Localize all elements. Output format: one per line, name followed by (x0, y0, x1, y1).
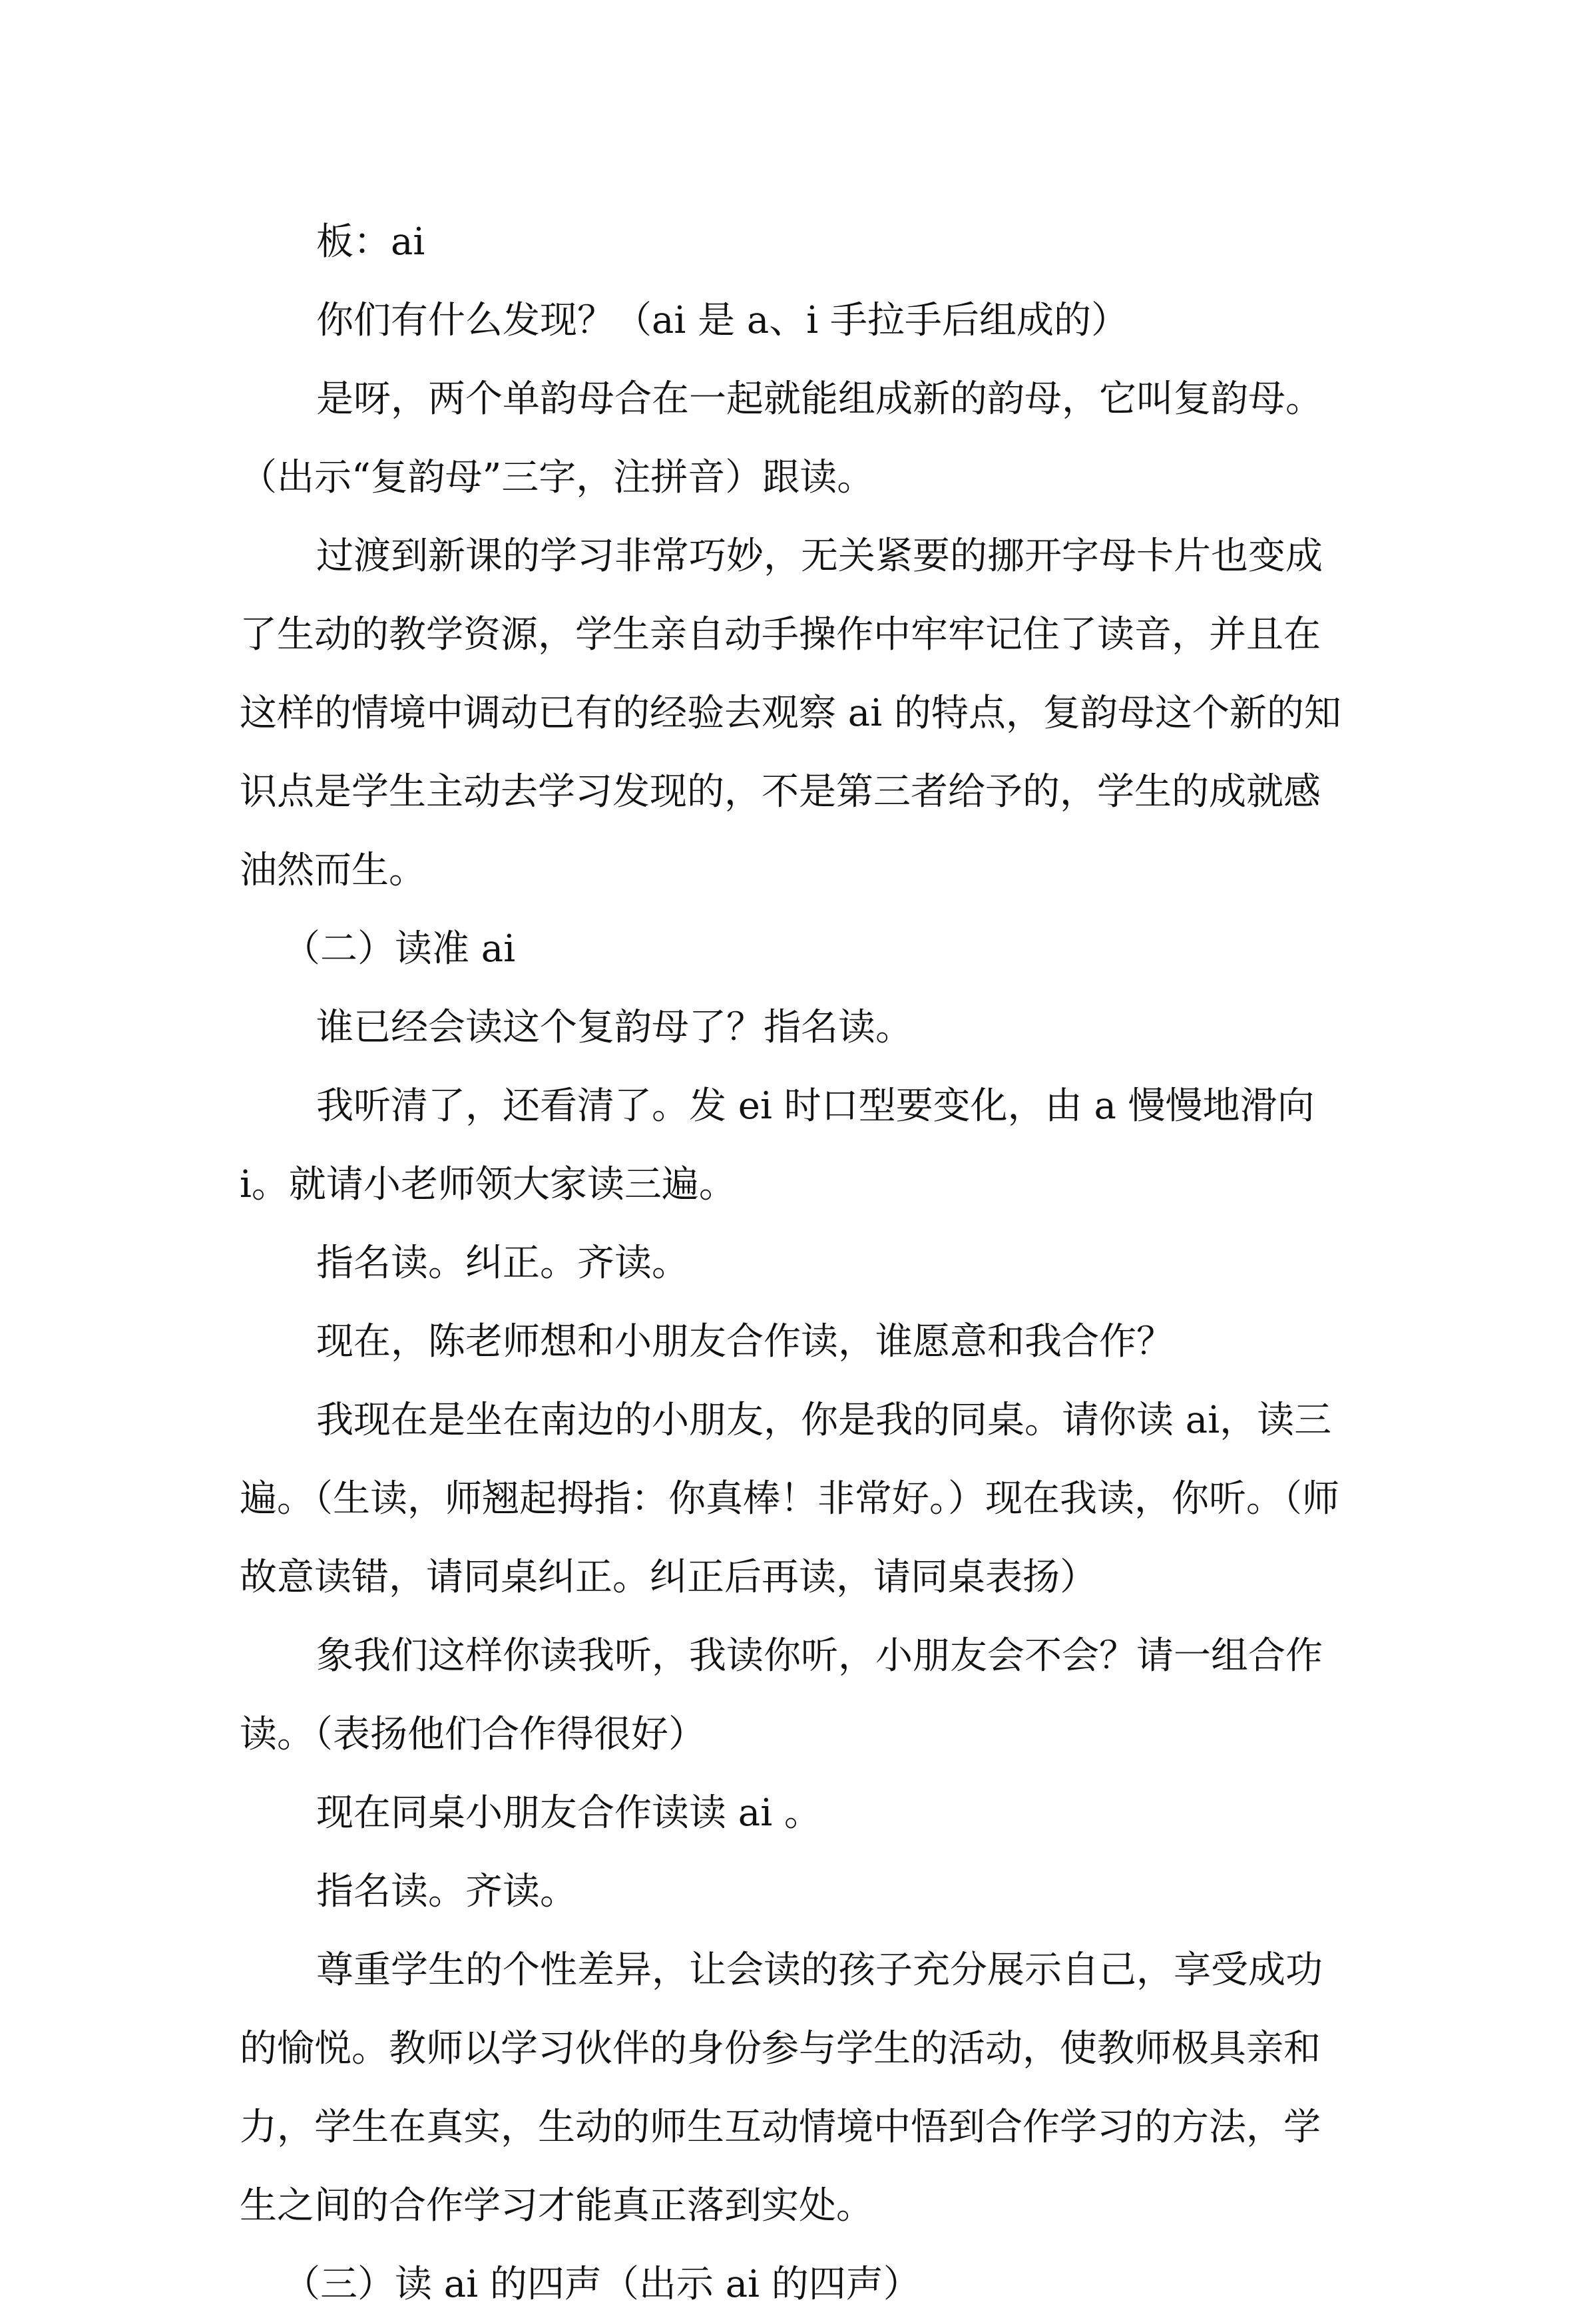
paragraph-line: 指名读。齐读。 (316, 1870, 577, 1913)
paragraph-line: 力，学生在真实，生动的师生互动情境中悟到合作学习的方法，学 (240, 2106, 1321, 2149)
paragraph-line: 的愉悦。教师以学习伙伴的身份参与学生的活动，使教师极具亲和 (240, 2027, 1321, 2070)
paragraph-line: 象我们这样你读我听，我读你听，小朋友会不会？请一组合作 (316, 1634, 1323, 1678)
paragraph-line: 故意读错，请同桌纠正。纠正后再读，请同桌表扬） (240, 1556, 1097, 1599)
paragraph-line: 油然而生。 (240, 849, 426, 892)
paragraph-line: （二）读准 ai (283, 927, 516, 971)
document-body (240, 203, 1345, 2324)
paragraph-line: 我现在是坐在南边的小朋友，你是我的同桌。请你读 ai，读三 (316, 1399, 1332, 1442)
paragraph-line: i。就请小老师领大家读三遍。 (240, 1163, 736, 1206)
paragraph-line: 读。（表扬他们合作得很好） (240, 1713, 706, 1756)
paragraph-line: 尊重学生的个性差异，让会读的孩子充分展示自己，享受成功 (316, 1949, 1323, 1992)
paragraph-line: （出示“复韵母”三字，注拼音）跟读。 (240, 456, 875, 499)
paragraph-line: 遍。（生读，师翘起拇指：你真棒！非常好。）现在我读，你听。（师 (240, 1477, 1339, 1520)
paragraph-line: 这样的情境中调动已有的经验去观察 ai 的特点，复韵母这个新的知 (240, 692, 1341, 735)
paragraph-line: 你们有什么发现？（ai 是 a、i 手拉手后组成的） (316, 299, 1128, 342)
paragraph-line: 指名读。纠正。齐读。 (316, 1242, 689, 1285)
paragraph-line: 识点是学生主动去学习发现的，不是第三者给予的，学生的成就感 (240, 770, 1321, 813)
paragraph-line: （三）读 ai 的四声（出示 ai 的四声） (283, 2263, 921, 2306)
paragraph-line: 现在，陈老师想和小朋友合作读，谁愿意和我合作？ (316, 1320, 1174, 1363)
paragraph-line: 现在同桌小朋友合作读读 ai 。 (316, 1791, 821, 1835)
paragraph-line: 我听清了，还看清了。发 ei 时口型要变化，由 a 慢慢地滑向 (316, 1084, 1315, 1128)
paragraph-line: 谁已经会读这个复韵母了？指名读。 (316, 1006, 913, 1049)
paragraph-line: 过渡到新课的学习非常巧妙，无关紧要的挪开字母卡片也变成 (316, 535, 1323, 578)
paragraph-line: 板：ai (316, 220, 425, 264)
paragraph-line: 了生动的教学资源，学生亲自动手操作中牢牢记住了读音，并且在 (240, 613, 1321, 656)
paragraph-line: 生之间的合作学习才能真正落到实处。 (240, 2184, 873, 2227)
paragraph-line: 是呀，两个单韵母合在一起就能组成新的韵母，它叫复韵母。 (316, 377, 1323, 421)
